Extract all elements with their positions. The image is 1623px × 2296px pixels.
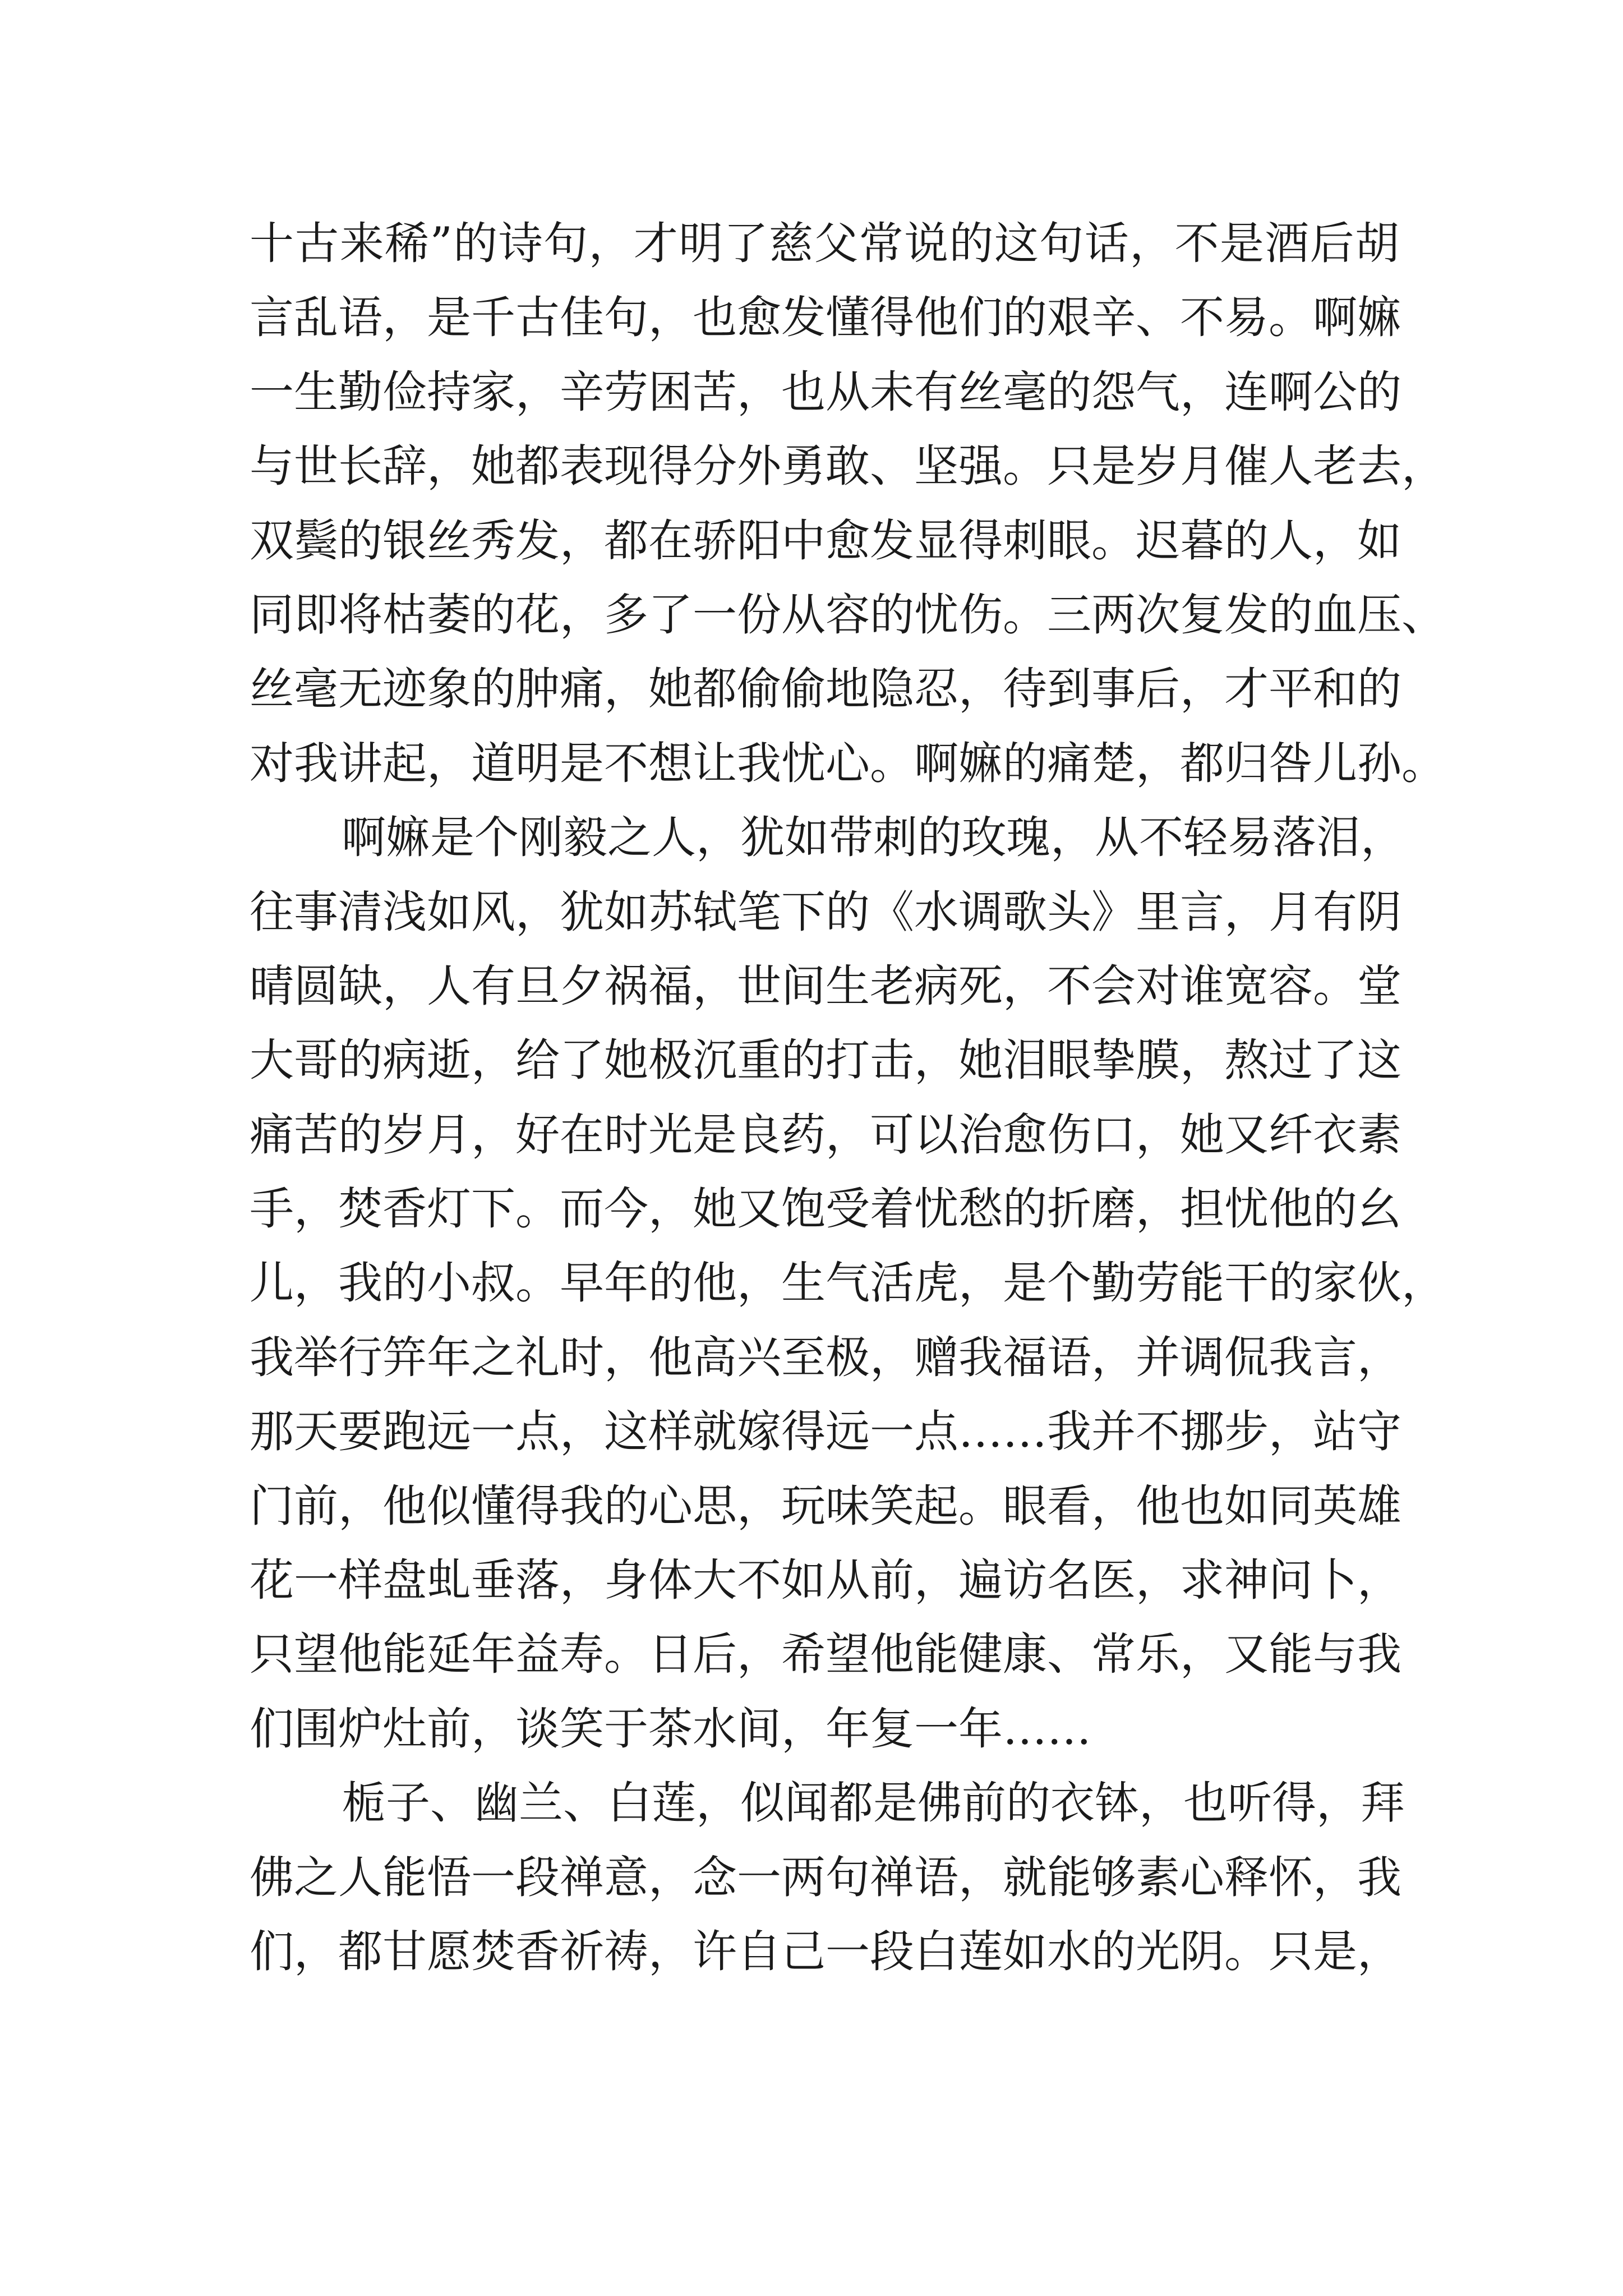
text-line: 丝毫无迹象的肿痛，她都偷偷地隐忍，待到事后，才平和的 xyxy=(250,663,1401,715)
paragraph-first-line: 啊嫲是个刚毅之人，犹如带刺的玫瑰，从不轻易落泪， xyxy=(342,812,1405,864)
body-text xyxy=(250,206,1446,1989)
text-line: 同即将枯萎的花，多了一份从容的忧伤。三两次复发的血压、 xyxy=(250,588,1446,641)
text-line: 言乱语，是千古佳句，也愈发懂得他们的艰辛、不易。啊嫲 xyxy=(250,292,1401,344)
text-line: 佛之人能悟一段禅意，念一两句禅语，就能够素心释怀，我 xyxy=(250,1851,1401,1903)
text-line: 十古来稀”的诗句，才明了慈父常说的这句话，不是酒后胡 xyxy=(250,218,1399,269)
text-line: 花一样盘虬垂落，身体大不如从前，遍访名医，求神问卜， xyxy=(250,1554,1401,1607)
text-line: 往事清浅如风，犹如苏轼笔下的《水调歌头》里言，月有阴 xyxy=(250,886,1401,938)
text-line: 晴圆缺，人有旦夕祸福，世间生老病死，不会对谁宽容。堂 xyxy=(250,960,1401,1012)
text-line: 儿，我的小叔。早年的他，生气活虎，是个勤劳能干的家伙， xyxy=(250,1257,1446,1309)
paragraph-first-line: 栀子、幽兰、白莲，似闻都是佛前的衣钵，也听得，拜 xyxy=(342,1777,1405,1829)
text-line: 只望他能延年益寿。日后，希望他能健康、常乐，又能与我 xyxy=(250,1628,1401,1681)
text-line: 我举行笄年之礼时，他高兴至极，赠我福语，并调侃我言， xyxy=(250,1331,1401,1383)
text-line: 双鬓的银丝秀发，都在骄阳中愈发显得刺眼。迟暮的人，如 xyxy=(250,514,1401,567)
text-line: 门前，他似懂得我的心思，玩味笑起。眼看，他也如同英雄 xyxy=(250,1480,1401,1532)
text-line: 大哥的病逝，给了她极沉重的打击，她泪眼挚膜，熬过了这 xyxy=(250,1034,1401,1087)
text-line: 痛苦的岁月，好在时光是良药，可以治愈伤口，她又纤衣素 xyxy=(250,1108,1401,1161)
paragraph-last-line: 们围炉灶前，谈笑于茶水间，年复一年…… xyxy=(250,1703,1091,1755)
text-line: 手，焚香灯下。而今，她又饱受着忧愁的折磨，担忧他的幺 xyxy=(250,1183,1401,1235)
text-line: 与世长辞，她都表现得分外勇敢、坚强。只是岁月催人老去， xyxy=(250,440,1446,493)
text-line: 对我讲起，道明是不想让我忧心。啊嫲的痛楚，都归咎儿孙。 xyxy=(250,737,1446,789)
text-line: 那天要跑远一点，这样就嫁得远一点……我并不挪步，站守 xyxy=(250,1406,1401,1458)
text-line: 们，都甘愿焚香祈祷，许自己一段白莲如水的光阴。只是， xyxy=(250,1925,1401,1977)
text-line: 一生勤俭持家，辛劳困苦，也从未有丝毫的怨气，连啊公的 xyxy=(250,366,1401,418)
